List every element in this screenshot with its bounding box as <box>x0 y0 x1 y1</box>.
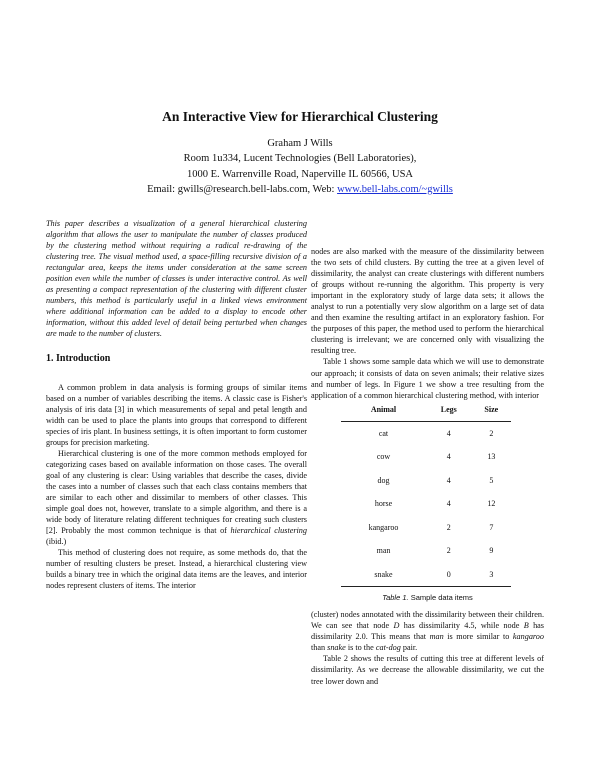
intro-paragraph-2-italic: hierarchical clustering <box>230 526 307 536</box>
text-span: is to the <box>345 643 376 653</box>
text-span: is more similar to <box>443 632 513 642</box>
text-span: (cluster) nodes annotated with the dissimilarity between their children. We can see that node <box>311 610 544 631</box>
table-header-cell: Animal <box>341 404 426 422</box>
intro-paragraph-2-tail: (ibid.) <box>46 537 67 547</box>
table-cell: horse <box>374 499 393 509</box>
table-row <box>341 492 511 516</box>
table-cell: 2 <box>489 428 494 438</box>
right-paragraph-4: Table 2 shows the results of cutting this tree at different levels of dissimilarity. As we decrease the allowable dissimilarity, we cut the tree lower down and <box>311 654 544 686</box>
table-cell: 4 <box>446 428 451 438</box>
author-block <box>0 136 600 197</box>
cat-dog-label: cat-dog <box>375 643 401 653</box>
table-header-cell: Legs <box>426 404 472 422</box>
table-cell: snake <box>341 563 426 587</box>
right-column <box>311 246 544 687</box>
intro-paragraph-1: A common problem in data analysis is forming groups of similar items based on a number of variables describing the items. A classic case is Fisher's analysis of iris data [3] in which measurements of sepal and petal length and width can be used to place the plants into groups that correspond to different species of iris plant. In business settings, it is often important to form customer groups for precision marketing. <box>46 382 307 447</box>
table-cell: cat <box>378 428 389 438</box>
right-paragraph-2: Table 1 shows some sample data which we will use to demonstrate our approach; it consists of data on seven animals; their relative sizes and number of legs. In Figure 1 we show a tree resulting from the application of a common hierarchical clustering method, with interior <box>311 357 544 400</box>
section-heading-introduction: 1. Introduction <box>46 352 111 364</box>
author-contact <box>0 182 600 197</box>
table-caption-text: Sample data items <box>408 593 473 603</box>
node-d-label: D <box>393 621 400 631</box>
table-cell: man <box>376 546 391 556</box>
text-span: has dissimilarity 2.0. This means that <box>311 621 544 642</box>
right-paragraph-3 <box>311 609 544 653</box>
author-room: Room 1u334, Lucent Technologies (Bell Laboratories), <box>183 153 417 165</box>
table-cell: 4 <box>446 452 451 462</box>
kangaroo-label: kangaroo <box>512 632 544 642</box>
table-cell: dog <box>377 475 390 485</box>
table-cell: 5 <box>489 475 494 485</box>
left-column <box>46 218 307 591</box>
table-cell: 4 <box>446 475 451 485</box>
table-cell: 13 <box>487 452 496 462</box>
table-row <box>341 516 511 540</box>
text-span: has dissimilarity 4.5, while node <box>399 621 524 631</box>
text-span: than <box>311 643 328 653</box>
table-caption <box>311 592 544 603</box>
text-span: pair. <box>400 643 418 653</box>
author-name: Graham J Wills <box>267 138 333 149</box>
table-cell: 4 <box>446 499 451 509</box>
table-1 <box>311 404 544 604</box>
intro-paragraph-2-text: Hierarchical clustering is one of the more common methods employed for categorizing cases based on available information on those cases. The overall goal of any clustering is clear: Using variables that describe the cases, divide the cases into a number of classes such that each class contains members that are similar to each other and dissimilar to members of other classes. This simple goal does not, however, translate to a simple algorithm, and there is a wide body of literature relating different techniques for creating such clusters [2]. Probably the most common technique is that of <box>46 448 307 536</box>
author-address: 1000 E. Warrenville Road, Naperville IL 60566, USA <box>186 168 414 180</box>
table-row <box>341 563 511 587</box>
abstract: This paper describes a visualization of a general hierarchical clustering algorithm that allows the user to manipulate the number of classes produced by the clustering method without requiring a radical re-drawing of the clustering tree. The visual method used, a space-filling recursive division of a rectangular area, keeps the items under consideration at the same screen position even while the number of classes is under interactive control. As well as presenting a compact representation of the clustering with different cluster numbers, this method is particularly useful in a linked views environment where additional information can be added to a display to encode other information, without this added level of detail being perturbed when changes are made to the number of clusters. <box>46 219 307 339</box>
table-cell: kangaroo <box>368 522 399 532</box>
table-cell: 7 <box>489 522 494 532</box>
snake-label: snake <box>327 643 346 653</box>
table-cell: 12 <box>487 499 496 509</box>
table-cell: 9 <box>489 546 494 556</box>
table-header-row <box>341 404 511 422</box>
table-row <box>341 445 511 469</box>
author-email: Email: gwills@research.bell-labs.com, Web: <box>147 183 338 195</box>
man-label: man <box>429 632 444 642</box>
table-cell: cow <box>376 452 391 462</box>
table-caption-number: Table 1. <box>382 593 409 603</box>
paper-title: An Interactive View for Hierarchical Clustering <box>162 109 438 124</box>
table-header-cell: Size <box>472 404 511 422</box>
table-row <box>341 469 511 493</box>
table-cell: 3 <box>472 563 511 587</box>
table-cell: 2 <box>446 522 451 532</box>
sample-data-table <box>341 404 511 588</box>
table-cell: 2 <box>446 546 451 556</box>
table-cell: 0 <box>426 563 472 587</box>
intro-paragraph-2 <box>46 448 307 547</box>
table-row <box>341 421 511 445</box>
intro-paragraph-3: This method of clustering does not require, as some methods do, that the number of resulting clusters be preset. Instead, a hierarchical clustering view builds a binary tree in which the original data items are the leaves, and interior nodes represent clusters of items. The interior <box>46 548 307 591</box>
author-web-link[interactable]: www.bell-labs.com/~gwills <box>337 183 453 195</box>
node-b-label: B <box>523 621 529 631</box>
right-paragraph-1: nodes are also marked with the measure of the dissimilarity between the two sets of child clusters. By cutting the tree at a given level of dissimilarity, the analyst can create clusterings with different numbers of groups without re-running the algorithm. This property is very important in the exploratory study of large data sets; it allows the analyst to run a potentially very slow algorithm on a large set of data and then examine the resulting artifact in an exploratory fashion. For the purposes of this paper, the method used to perform the hierarchical clustering is irrelevant; we are concerned only with visualizing the resulting tree. <box>311 247 544 356</box>
table-row <box>341 539 511 563</box>
